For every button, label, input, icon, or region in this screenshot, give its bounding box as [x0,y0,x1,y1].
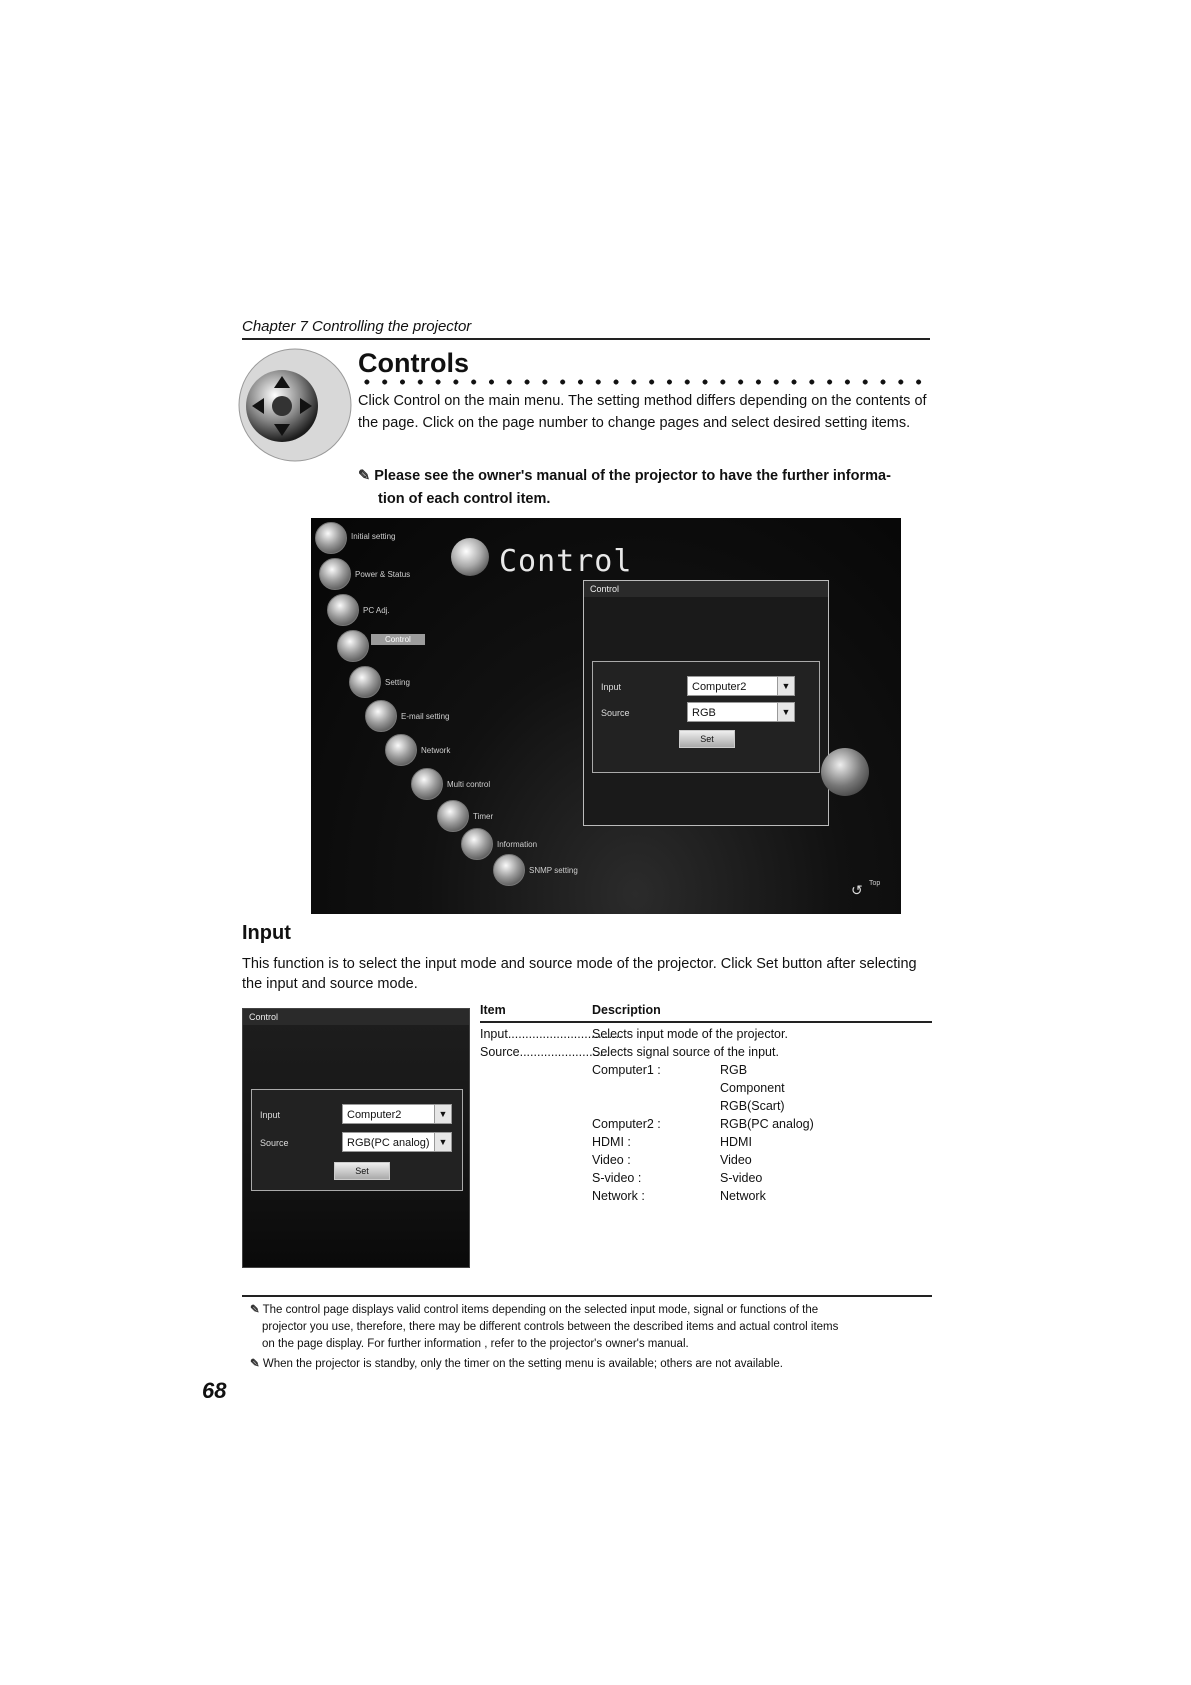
source-value: RGB(PC analog) [720,1117,814,1131]
initial-setting-icon[interactable] [315,522,347,554]
decor-ball [821,748,869,796]
mode-label: Network : [592,1189,645,1203]
timer-icon[interactable] [437,800,469,832]
mode-label: S-video : [592,1171,642,1185]
chevron-down-icon[interactable]: ▼ [434,1133,451,1151]
panel2-title: Control [243,1009,469,1025]
panel-title: Control [584,581,828,597]
email-icon[interactable] [365,700,397,732]
source-label-2: Source [260,1138,289,1148]
chevron-down-icon[interactable]: ▼ [434,1105,451,1123]
source-value: Network [720,1189,766,1203]
input-form [592,661,820,773]
screen-title: Control [499,544,633,579]
menu-pc-adj[interactable]: PC Adj. [363,606,390,615]
intro-text: Click Control on the main menu. The setting method differs depending on the contents of the page. Click on the page number to change pages and select desired setting items. [358,393,927,431]
menu-multi-control[interactable]: Multi control [447,780,491,789]
control-logo-icon [451,538,489,576]
source-value: RGB(Scart) [720,1099,785,1113]
footnote-2 [250,1356,936,1373]
source-description: Selects signal source of the input. [592,1045,779,1059]
source-select-2-value: RGB(PC analog) [347,1137,430,1149]
mode-label: Computer1 : [592,1063,661,1077]
menu-email-setting[interactable]: E-mail setting [401,712,450,721]
menu-control[interactable]: Control [371,634,425,645]
set-button-2[interactable]: Set [334,1162,390,1180]
footnote-2-text: When the projector is standby, only the timer on the setting menu is available; others are not available. [262,1358,783,1370]
mode-label: Video : [592,1153,631,1167]
menu-network[interactable]: Network [421,746,451,755]
set-button[interactable]: Set [679,730,735,748]
source-select-value: RGB [692,707,716,719]
snmp-icon[interactable] [493,854,525,886]
mode-label: Computer2 : [592,1117,661,1131]
col-description: Description [592,1003,661,1017]
owner-manual-note [358,465,930,511]
note-line-1: Please see the owner's manual of the projector to have the further informa- [374,468,891,484]
menu-power-status[interactable]: Power & Status [355,570,411,579]
top-link[interactable]: Top [869,880,881,887]
page-number: 68 [202,1378,227,1403]
input-select-2-value: Computer2 [347,1109,402,1121]
input-form-2 [251,1089,463,1191]
footnote-1 [250,1302,936,1353]
table-row: Input................................. [480,1027,623,1041]
source-value: HDMI [720,1135,752,1149]
input-text: This function is to select the input mode and source mode of the projector. Click Set button after selecting the input and source mode. [242,956,917,992]
source-label: Source [601,708,630,718]
menu-timer[interactable]: Timer [473,812,494,821]
col-item: Item [480,1003,506,1017]
information-icon[interactable] [461,828,493,860]
source-select[interactable] [687,702,795,722]
input-screenshot [242,1008,470,1268]
chapter-header: Chapter 7 Controlling the projector [242,318,472,335]
footnote-rule [242,1295,932,1297]
section-title: Controls [358,348,469,378]
footnote-1-line-1: The control page displays valid control items depending on the selected input mode, signal or functions of the [262,1304,819,1316]
input-title: Input [242,922,291,944]
item-source: Source [480,1045,520,1059]
table-rule [480,1021,932,1023]
item-input: Input [480,1027,508,1041]
input-select[interactable] [687,676,795,696]
header-rule [242,338,930,340]
pencil-icon: ✎ [358,468,371,484]
control-screenshot [311,518,901,914]
chevron-down-icon[interactable]: ▼ [777,677,794,695]
pencil-icon: ✎ [250,1304,260,1316]
source-value: RGB [720,1063,748,1077]
control-panel [583,580,829,826]
pencil-icon: ✎ [250,1358,260,1370]
mode-label: HDMI : [592,1135,631,1149]
input-select-value: Computer2 [692,681,747,693]
menu-setting[interactable]: Setting [385,678,410,687]
table-header [480,1003,932,1017]
control-icon[interactable] [337,630,369,662]
footnote-1-line-2: projector you use, therefore, there may be different controls between the described items and actual control items [262,1321,839,1333]
source-value: S-video [720,1171,763,1185]
source-value: Video [720,1153,752,1167]
input-label: Input [601,682,622,692]
input-description: Selects input mode of the projector. [592,1027,788,1041]
menu-snmp-setting[interactable]: SNMP setting [529,866,578,875]
chevron-down-icon[interactable]: ▼ [777,703,794,721]
multi-control-icon[interactable] [411,768,443,800]
source-value: Component [720,1081,785,1095]
note-line-2: tion of each control item. [378,491,551,507]
source-select-2[interactable] [342,1132,452,1152]
network-icon[interactable] [385,734,417,766]
footnote-1-line-3: on the page display. For further information , refer to the projector's owner's manual. [262,1338,689,1350]
power-status-icon[interactable] [319,558,351,590]
dotted-rule [358,378,930,386]
input-label-2: Input [260,1110,281,1120]
setting-icon[interactable] [349,666,381,698]
table-row: Source.......................... [480,1045,610,1059]
input-select-2[interactable] [342,1104,452,1124]
menu-information[interactable]: Information [497,840,538,849]
controls-icon [236,346,354,464]
menu-initial-setting[interactable]: Initial setting [351,532,396,541]
pc-adj-icon[interactable] [327,594,359,626]
top-icon[interactable]: ↺ [851,882,863,898]
